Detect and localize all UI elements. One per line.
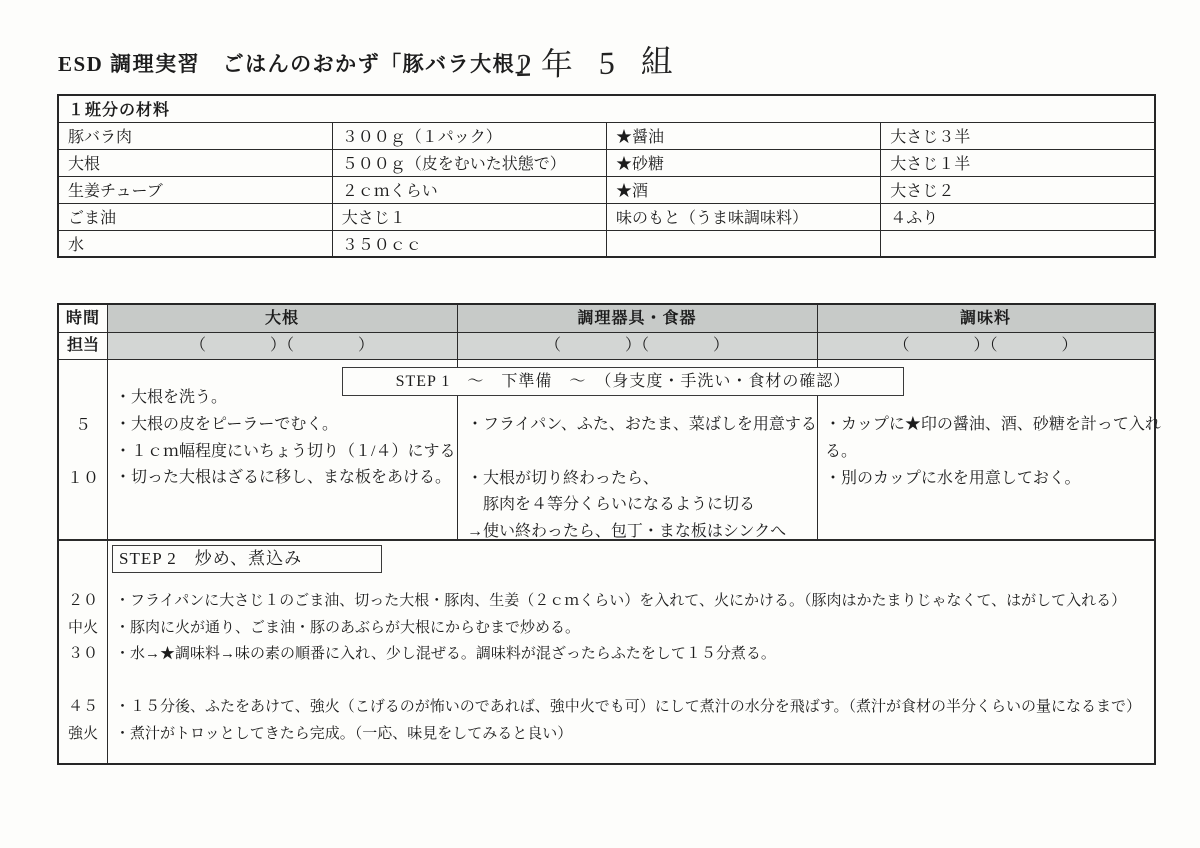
ingredient-name: ごま油 [58, 203, 332, 230]
step2-task-list [115, 588, 1141, 748]
table-row [58, 149, 1155, 176]
time-mark-10: １０ [66, 470, 99, 487]
ingredients-table [57, 94, 1156, 258]
assign-label: 担当 [66, 337, 99, 354]
task-line [467, 439, 817, 466]
task-line: →使い終わったら、包丁・まな板はシンクへ [467, 523, 787, 541]
task-line: ・切った大根はざるに移し、まな板をあける。 [115, 469, 452, 487]
column-header-tools: 調理器具・食器 [577, 310, 697, 327]
table-row [58, 176, 1155, 203]
ingredient-name: 豚バラ肉 [58, 122, 332, 149]
task-line [115, 668, 1141, 695]
ingredient-name: 生姜チューブ [58, 176, 332, 203]
ingredient-amount: ３００ｇ（１パック） [332, 122, 606, 149]
time-mark: ３０ [67, 646, 98, 663]
ingredient-amount: 大さじ１ [332, 203, 606, 230]
step1-heading-box: STEP 1 ～ 下準備 ～ （身支度・手洗い・食材の確認） [342, 367, 904, 396]
task-line: ・カップに★印の醤油、酒、砂糖を計って入れ [825, 416, 1161, 433]
procedure-table [57, 303, 1161, 765]
ingredient-amount: 大さじ２ [881, 176, 1155, 203]
ingredient-amount: ３５０ｃｃ [332, 230, 606, 257]
task-line: 豚肉を４等分くらいになるように切る [467, 496, 756, 514]
time-mark: ４５ [67, 699, 98, 716]
ingredient-name: ★砂糖 [607, 149, 881, 176]
task-line: ・大根が切り終わったら、 [467, 469, 659, 487]
time-mark: 強火 [67, 725, 98, 742]
task-line: ・フライパン、ふた、おたま、菜ばしを用意する [467, 416, 817, 433]
task-line: ・煮汁がトロッとしてきたら完成。（一応、味見をしてみると良い） [115, 725, 573, 742]
ingredient-name: ★酒 [607, 176, 881, 203]
ingredient-amount: ２ｃｍくらい [332, 176, 606, 203]
task-line: ・大根を洗う。 [115, 389, 228, 406]
task-line: ・別のカップに水を用意しておく。 [825, 469, 1081, 487]
time-mark-5: ５ [74, 417, 91, 434]
time-mark: ２０ [67, 593, 98, 609]
step2-heading-box: STEP 2 炒め、煮込み [112, 545, 382, 573]
daikon-task-list [115, 385, 455, 492]
task-line: ・豚肉に火が通り、ごま油・豚のあぶらが大根にからむまで炒める。 [115, 619, 581, 636]
seasoning-task-list [825, 412, 1161, 492]
ingredient-name [607, 230, 881, 257]
assign-blank: （ ）（ ） [189, 337, 374, 354]
divider [107, 305, 108, 763]
time-mark [59, 668, 107, 695]
assign-blank: （ ）（ ） [893, 337, 1078, 354]
task-line: る。 [825, 442, 858, 460]
ingredient-name: ★醤油 [607, 122, 881, 149]
task-line: ・１５分後、ふたをあけて、強火（こげるのが怖いのであれば、強中火でも可）にして煮汁の水分を飛ばす。（煮汁が食材の半分くらいの量になるまで） [115, 699, 1142, 716]
tools-task-list [467, 412, 817, 546]
column-header-seasoning: 調味料 [959, 310, 1011, 327]
time-mark: 中火 [67, 619, 98, 636]
task-line: ・１ｃｍ幅程度にいちょう切り（１/４）にする [115, 442, 456, 460]
table-row [58, 203, 1155, 230]
ingredient-amount: 大さじ１半 [881, 149, 1155, 176]
table-row [58, 122, 1155, 149]
ingredient-amount: 大さじ３半 [881, 122, 1155, 149]
step2-time-column [59, 588, 107, 748]
handwritten-class-label: 2年 5 組 [515, 42, 683, 84]
task-line: ・フライパンに大さじ１のごま油、切った大根・豚肉、生姜（２ｃｍくらい）を入れて、火にかける。（豚肉はかたまりじゃなくて、はがして入れる） [115, 593, 1127, 609]
table-row [58, 230, 1155, 257]
column-header-time: 時間 [65, 310, 100, 327]
ingredient-amount: ５００ｇ（皮をむいた状態で） [332, 149, 606, 176]
assign-blank: （ ）（ ） [544, 337, 729, 354]
task-line: ・大根の皮をピーラーでむく。 [115, 415, 339, 433]
ingredient-name: 味のもと（うま味調味料） [607, 203, 881, 230]
ingredient-name: 大根 [58, 149, 332, 176]
divider [59, 359, 1154, 360]
table-row [58, 95, 1155, 122]
column-header-daikon: 大根 [264, 310, 299, 327]
ingredients-caption: １班分の材料 [58, 95, 1155, 122]
page-title: ESD 調理実習 ごはんのおかず「豚バラ大根」 [58, 52, 538, 76]
ingredient-name: 水 [58, 230, 332, 257]
task-line: ・水→★調味料→味の素の順番に入れ、少し混ぜる。調味料が混ざったらふたをして１５分煮る。 [115, 646, 776, 663]
ingredient-amount [881, 230, 1155, 257]
ingredient-amount: ４ふり [881, 203, 1155, 230]
